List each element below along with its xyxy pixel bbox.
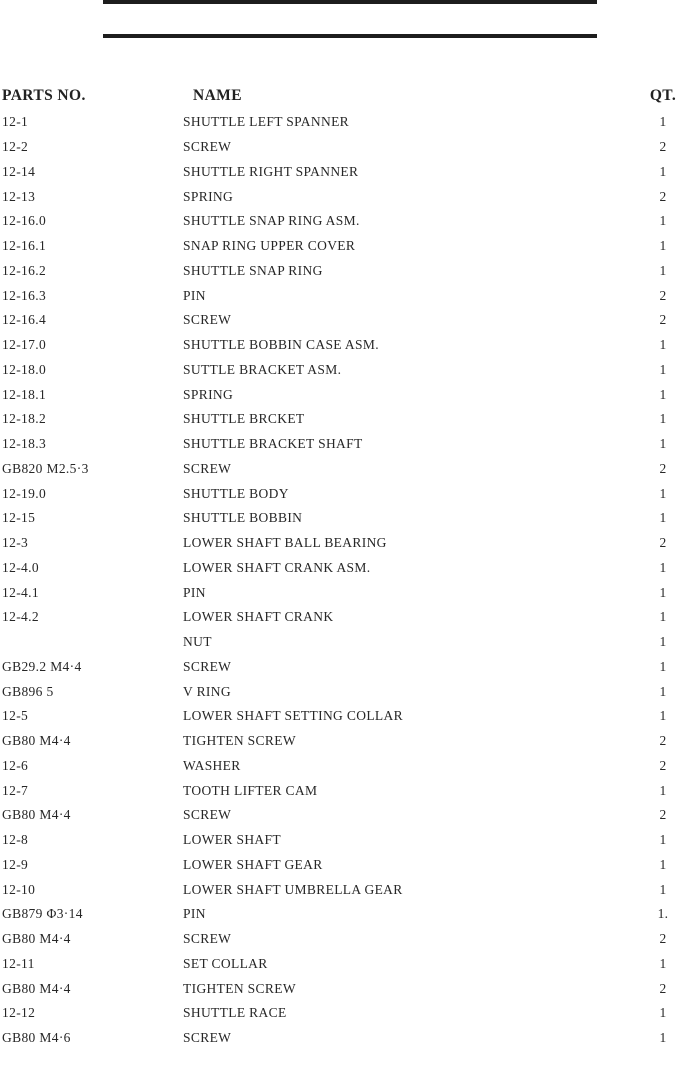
- part-name-cell: TOOTH LIFTER CAM: [183, 782, 318, 798]
- part-name-cell: V RING: [183, 683, 231, 699]
- quantity-cell: 1: [659, 238, 667, 254]
- part-name-cell: SHUTTLE BOBBIN: [183, 510, 303, 526]
- table-row: [0, 382, 699, 407]
- quantity-cell: 2: [659, 807, 667, 823]
- quantity-cell: 2: [659, 460, 667, 476]
- quantity-cell: 2: [659, 733, 667, 749]
- quantity-cell: 1: [659, 114, 667, 130]
- part-name-cell: SPRING: [183, 386, 234, 402]
- part-name-cell: WASHER: [183, 757, 241, 773]
- table-row: [0, 209, 699, 234]
- table-header: [0, 85, 699, 107]
- part-name-cell: SCREW: [183, 139, 232, 155]
- quantity-cell: 1: [659, 1030, 667, 1046]
- part-number-cell: 12-16.1: [2, 238, 47, 254]
- table-row: [0, 432, 699, 457]
- part-number-cell: 12-18.2: [2, 411, 47, 427]
- part-number-cell: GB80 M4·4: [2, 980, 71, 996]
- part-number-cell: 12-3: [2, 535, 29, 551]
- part-number-cell: GB879 Φ3·14: [2, 906, 83, 922]
- table-row: [0, 333, 699, 358]
- quantity-cell: 1: [659, 634, 667, 650]
- part-name-cell: SUTTLE BRACKET ASM.: [183, 361, 342, 377]
- part-number-cell: 12-1: [2, 114, 29, 130]
- quantity-cell: 1: [659, 856, 667, 872]
- table-row: [0, 803, 699, 828]
- quantity-cell: 1: [659, 386, 667, 402]
- table-row: [0, 308, 699, 333]
- table-row: [0, 655, 699, 680]
- table-row: [0, 481, 699, 506]
- part-name-cell: LOWER SHAFT BALL BEARING: [183, 535, 387, 551]
- part-name-cell: SCREW: [183, 807, 232, 823]
- quantity-cell: 1: [659, 510, 667, 526]
- part-name-cell: TIGHTEN SCREW: [183, 733, 296, 749]
- quantity-cell: 1: [659, 658, 667, 674]
- quantity-cell: 1.: [657, 906, 669, 922]
- part-number-cell: GB29.2 M4·4: [2, 658, 82, 674]
- part-name-cell: SPRING: [183, 188, 234, 204]
- table-row: [0, 358, 699, 383]
- quantity-cell: 2: [659, 535, 667, 551]
- parts-table: [0, 110, 699, 1051]
- part-name-cell: SHUTTLE SNAP RING ASM.: [183, 213, 360, 229]
- part-name-cell: SCREW: [183, 1030, 232, 1046]
- table-row: [0, 234, 699, 259]
- part-number-cell: 12-14: [2, 163, 36, 179]
- quantity-cell: 1: [659, 584, 667, 600]
- part-name-cell: SHUTTLE LEFT SPANNER: [183, 114, 350, 130]
- part-name-cell: PIN: [183, 584, 206, 600]
- quantity-cell: 1: [659, 337, 667, 353]
- quantity-cell: 2: [659, 312, 667, 328]
- part-name-cell: TIGHTEN SCREW: [183, 980, 296, 996]
- part-number-cell: 12-15: [2, 510, 36, 526]
- table-row: [0, 828, 699, 853]
- table-row: [0, 853, 699, 878]
- part-number-cell: 12-16.3: [2, 287, 47, 303]
- quantity-cell: 1: [659, 436, 667, 452]
- part-name-cell: SCREW: [183, 931, 232, 947]
- part-number-cell: 12-18.0: [2, 361, 47, 377]
- table-row: [0, 184, 699, 209]
- table-row: [0, 704, 699, 729]
- part-number-cell: 12-8: [2, 832, 29, 848]
- table-row: [0, 110, 699, 135]
- part-name-cell: LOWER SHAFT CRANK: [183, 609, 334, 625]
- part-name-cell: PIN: [183, 287, 206, 303]
- part-name-cell: NUT: [183, 634, 212, 650]
- part-name-cell: PIN: [183, 906, 206, 922]
- part-name-cell: SNAP RING UPPER COVER: [183, 238, 356, 254]
- quantity-cell: 1: [659, 1005, 667, 1021]
- part-number-cell: GB80 M4·4: [2, 807, 71, 823]
- quantity-cell: 1: [659, 559, 667, 575]
- part-number-cell: GB80 M4·4: [2, 931, 71, 947]
- part-name-cell: SCREW: [183, 312, 232, 328]
- quantity-cell: 1: [659, 832, 667, 848]
- part-name-cell: SCREW: [183, 658, 232, 674]
- part-name-cell: SHUTTLE BRCKET: [183, 411, 305, 427]
- quantity-cell: 1: [659, 485, 667, 501]
- col-header-qty: QT.: [649, 87, 677, 104]
- part-number-cell: 12-16.0: [2, 213, 47, 229]
- table-row: [0, 580, 699, 605]
- table-row: [0, 531, 699, 556]
- table-row: [0, 630, 699, 655]
- part-name-cell: LOWER SHAFT GEAR: [183, 856, 323, 872]
- part-number-cell: GB80 M4·6: [2, 1030, 71, 1046]
- part-number-cell: GB896 5: [2, 683, 54, 699]
- part-name-cell: SCREW: [183, 460, 232, 476]
- part-name-cell: SHUTTLE SNAP RING: [183, 262, 323, 278]
- part-number-cell: 12-16.4: [2, 312, 47, 328]
- part-number-cell: 12-4.0: [2, 559, 39, 575]
- table-row: [0, 605, 699, 630]
- quantity-cell: 1: [659, 361, 667, 377]
- part-number-cell: 12-13: [2, 188, 36, 204]
- table-row: [0, 927, 699, 952]
- top-rule-2: [103, 34, 597, 38]
- table-row: [0, 1001, 699, 1026]
- part-number-cell: 12-4.1: [2, 584, 39, 600]
- part-name-cell: LOWER SHAFT UMBRELLA GEAR: [183, 881, 403, 897]
- table-row: [0, 556, 699, 581]
- quantity-cell: 1: [659, 708, 667, 724]
- quantity-cell: 1: [659, 213, 667, 229]
- quantity-cell: 1: [659, 411, 667, 427]
- part-number-cell: GB820 M2.5·3: [2, 460, 89, 476]
- part-name-cell: SET COLLAR: [183, 955, 268, 971]
- part-name-cell: SHUTTLE RACE: [183, 1005, 287, 1021]
- part-number-cell: 12-9: [2, 856, 29, 872]
- part-number-cell: 12-2: [2, 139, 29, 155]
- table-row: [0, 135, 699, 160]
- part-number-cell: 12-6: [2, 757, 29, 773]
- table-row: [0, 778, 699, 803]
- table-row: [0, 407, 699, 432]
- part-number-cell: 12-16.2: [2, 262, 47, 278]
- quantity-cell: 1: [659, 881, 667, 897]
- col-header-name: NAME: [193, 87, 242, 104]
- quantity-cell: 2: [659, 757, 667, 773]
- part-number-cell: 12-7: [2, 782, 29, 798]
- table-row: [0, 506, 699, 531]
- top-rule-1: [103, 0, 597, 4]
- quantity-cell: 2: [659, 931, 667, 947]
- table-row: [0, 729, 699, 754]
- table-row: [0, 457, 699, 482]
- quantity-cell: 1: [659, 955, 667, 971]
- table-row: [0, 160, 699, 185]
- part-name-cell: SHUTTLE BRACKET SHAFT: [183, 436, 363, 452]
- part-number-cell: 12-18.1: [2, 386, 47, 402]
- part-number-cell: 12-17.0: [2, 337, 47, 353]
- part-name-cell: LOWER SHAFT: [183, 832, 281, 848]
- quantity-cell: 2: [659, 287, 667, 303]
- table-row: [0, 1026, 699, 1051]
- part-name-cell: LOWER SHAFT CRANK ASM.: [183, 559, 371, 575]
- table-row: [0, 283, 699, 308]
- quantity-cell: 1: [659, 782, 667, 798]
- quantity-cell: 1: [659, 163, 667, 179]
- table-row: [0, 952, 699, 977]
- quantity-cell: 1: [659, 609, 667, 625]
- table-row: [0, 877, 699, 902]
- part-number-cell: 12-10: [2, 881, 36, 897]
- part-number-cell: GB80 M4·4: [2, 733, 71, 749]
- quantity-cell: 2: [659, 188, 667, 204]
- part-number-cell: 12-5: [2, 708, 29, 724]
- table-row: [0, 976, 699, 1001]
- part-name-cell: SHUTTLE BODY: [183, 485, 289, 501]
- part-number-cell: 12-12: [2, 1005, 36, 1021]
- table-row: [0, 259, 699, 284]
- part-name-cell: LOWER SHAFT SETTING COLLAR: [183, 708, 403, 724]
- part-number-cell: 12-19.0: [2, 485, 47, 501]
- part-number-cell: 12-4.2: [2, 609, 39, 625]
- part-number-cell: 12-18.3: [2, 436, 47, 452]
- part-number-cell: 12-11: [2, 955, 35, 971]
- quantity-cell: 2: [659, 139, 667, 155]
- quantity-cell: 1: [659, 683, 667, 699]
- table-row: [0, 902, 699, 927]
- table-row: [0, 754, 699, 779]
- table-row: [0, 679, 699, 704]
- quantity-cell: 1: [659, 262, 667, 278]
- col-header-parts-no: PARTS NO.: [2, 87, 86, 104]
- part-name-cell: SHUTTLE BOBBIN CASE ASM.: [183, 337, 379, 353]
- part-name-cell: SHUTTLE RIGHT SPANNER: [183, 163, 359, 179]
- quantity-cell: 2: [659, 980, 667, 996]
